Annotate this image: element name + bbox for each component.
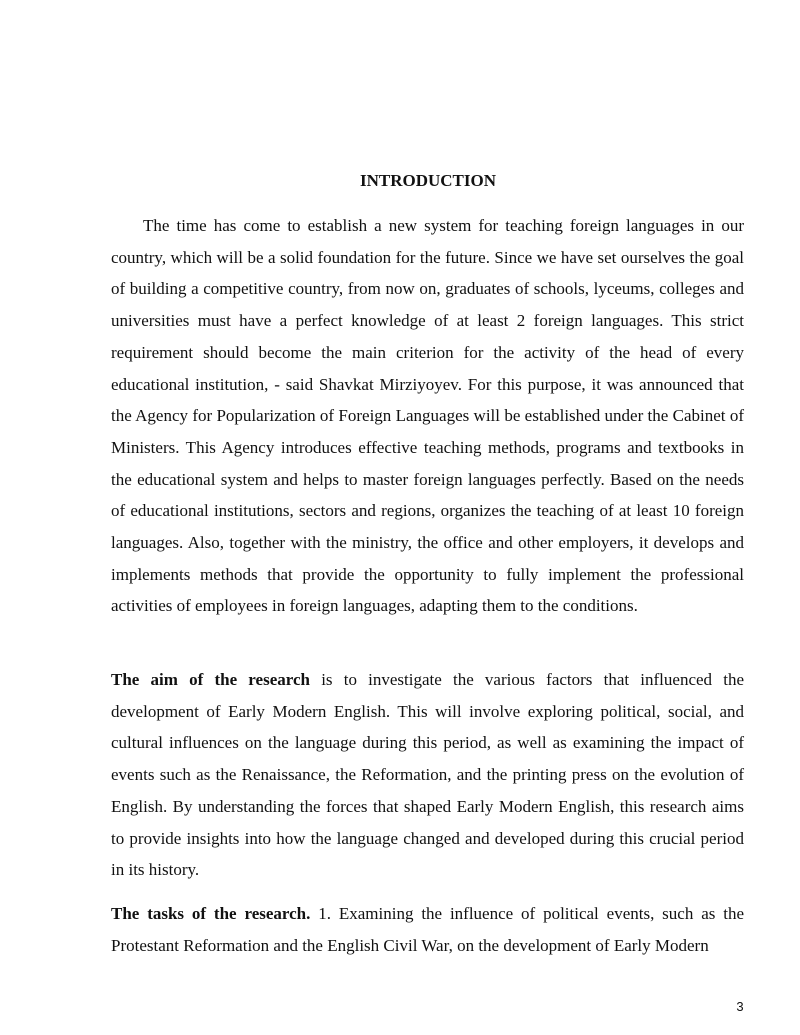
aim-text: is to investigate the various factors that influenced the development of Early Modern English. This will involve exploring political, social, and cultural influences on the language during this period, as well as examining the impact of events such as the Renaissance, the Reformation, and the printing press on the evolution of English. By understanding the forces that shaped Early Modern English, this research aims to provide insights into how the language changed and developed during this crucial period in its history. <box>111 670 744 880</box>
tasks-paragraph <box>111 898 744 961</box>
tasks-lead: The tasks of the research. <box>111 904 311 923</box>
aim-lead: The aim of the research <box>111 670 310 689</box>
section-heading: INTRODUCTION <box>359 171 497 190</box>
page-number: 3 <box>736 999 744 1014</box>
tasks-text: 1. Examining the influence of political events, such as the Protestant Reformation and the English Civil War, on the development of Early Modern <box>111 904 744 955</box>
intro-paragraph: The time has come to establish a new system for teaching foreign languages in our country, which will be a solid foundation for the future. Since we have set ourselves the goal of building a competitive country, from now on, graduates of schools, lyceums, colleges and universities must have a perfect knowledge of at least 2 foreign languages. This strict requirement should become the main criterion for the activity of the head of every educational institution, - said Shavkat Mirziyoyev. For this purpose, it was announced that the Agency for Popularization of Foreign Languages will be established under the Cabinet of Ministers. This Agency introduces effective teaching methods, programs and textbooks in the educational system and helps to master foreign languages perfectly. Based on the needs of educational institutions, sectors and regions, organizes the teaching of at least 10 foreign languages. Also, together with the ministry, the office and other employers, it develops and implements methods that provide the opportunity to fully implement the professional activities of employees in foreign languages, adapting them to the conditions. <box>111 216 744 616</box>
aim-paragraph <box>111 664 744 886</box>
